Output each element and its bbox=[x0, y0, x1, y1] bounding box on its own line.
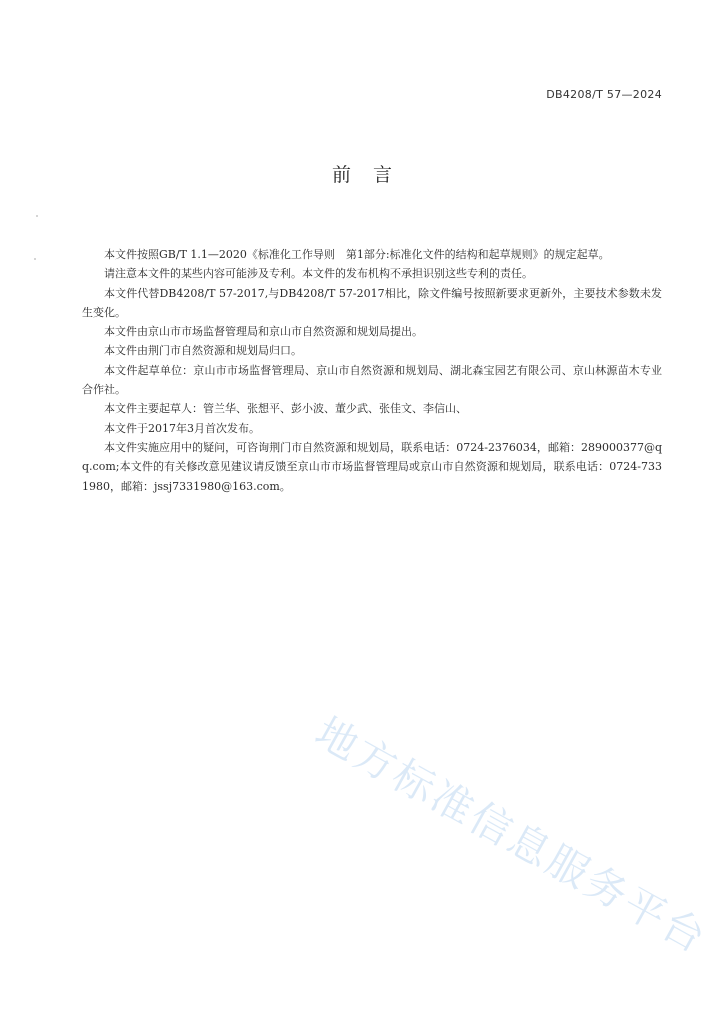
paragraph-patent-notice: 请注意本文件的某些内容可能涉及专利。本文件的发布机构不承担识别这些专利的责任。 bbox=[104, 267, 533, 281]
paragraph-replacement: 本文件代替DB4208/T 57-2017,与DB4208/T 57-2017相比，除文件编号按照新要求更新外，主要技术参数未发生变化。 bbox=[82, 286, 662, 319]
paragraph-drafters: 本文件主要起草人：管兰华、张想平、彭小波、董少武、张佳文、李信山、 bbox=[104, 402, 467, 416]
foreword-body bbox=[82, 245, 662, 496]
scan-speck bbox=[36, 215, 38, 217]
paragraph-first-release: 本文件于2017年3月首次发布。 bbox=[104, 421, 260, 435]
section-title: 前言 bbox=[331, 164, 414, 186]
platform-watermark: 地方标准信息服务平台 bbox=[307, 707, 716, 964]
paragraph-proposed-by: 本文件由京山市市场监督管理局和京山市自然资源和规划局提出。 bbox=[104, 325, 423, 339]
paragraph-drafting-units: 本文件起草单位：京山市市场监督管理局、京山市自然资源和规划局、湖北森宝园艺有限公司、京山林源苗木专业合作社。 bbox=[82, 363, 662, 397]
scan-speck bbox=[34, 258, 36, 260]
paragraph-centralized-by: 本文件由荆门市自然资源和规划局归口。 bbox=[104, 344, 302, 358]
paragraph-drafting-rules: 本文件按照GB/T 1.1—2020《标准化工作导则 第1部分:标准化文件的结构和起草规则》的规定起草。 bbox=[104, 248, 610, 261]
document-code: DB4208/T 57—2024 bbox=[546, 88, 662, 101]
paragraph-contact-info: 本文件实施应用中的疑问，可咨询荆门市自然资源和规划局，联系电话：0724-2376034，邮箱：289000377@qq.com;本文件的有关修改意见建议请反馈至京山市市场监督管理局或京山市自然资源和规划局，联系电话：0724-7331980，邮箱：jssj7331980@163.com。 bbox=[82, 440, 662, 493]
